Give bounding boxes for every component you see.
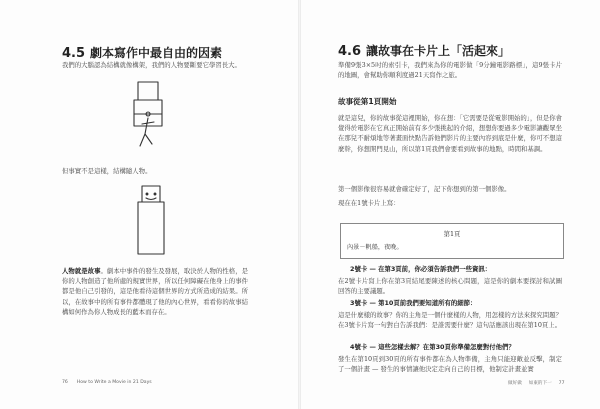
card2-text: 在2號卡片寫上你在第3頁結尾要陳述的核心問題，這是你的劇本要探討和試圖回答的主要議題。 [338, 277, 562, 296]
card2-heading: 2號卡 — 在第3頁前，你必須告訴我們一些資訊： [350, 265, 492, 273]
body-bold-lead: 人物就是故事 [62, 267, 101, 275]
structure-sketch-figure [118, 74, 178, 164]
body-text: 。劇本中事件的發生及發展，取決於人物的性格，是你的人物創造了他所處的規實世界，所以任何障礙在他身上的事件都是他自己引發的，這是他看待這個世界的方式所造成的結果。所以，在故事中的所有事件都體現了他的內心世界，看看你的故事結構如何作為你人物成長的藍本而存在。 [62, 267, 249, 316]
section-number: 4.5 [62, 46, 86, 61]
left-page-number: 76 [62, 380, 68, 385]
subsection-heading: 故事從第1頁開始 [338, 97, 397, 106]
left-page [0, 0, 299, 409]
card4-text: 發生在第10頁到30頁的所有事件都在為人物準備，主角只能迎敵並反擊，制定了一個計畫 — 發生的事情讓他決定走向自己的目標，他制定計畫並實 [338, 355, 562, 374]
right-footer-label: 做好做 [508, 381, 522, 386]
right-page [300, 0, 600, 409]
sketch-block-top [138, 82, 158, 100]
body-paragraph [62, 266, 248, 317]
section-title: 讓故事在卡片上「活起來」 [366, 44, 511, 58]
right-page-number: 77 [558, 381, 565, 386]
section-heading-right [338, 42, 510, 59]
left-footer [62, 380, 152, 385]
right-footer-chapter: 如東的下一 [528, 381, 552, 386]
intro-paragraph: 準備9張3×5吋的索引卡，我們來為你的電影做「9分鐘電影路標」，這9張卡片的地圖，會幫助你順利度過21天寫作之旅。 [338, 61, 562, 80]
card-content: 內景－帆船，夜晚。 [347, 244, 403, 251]
paragraph-opening: 就是這兒，你的故事從這裡開始，你在想：「它需要是從電影開始的」，但是你會覺得於電影在它真正開始前有多少張挑起的介紹，想想你要過多少電影讓觀眾坐在那兒不耐煩地等著畫面快點告訴他們影片的主要內容到底是什麼，你可不想這麼幹，你想開門見山，所以第1頁我們會要看到故事的地點，時間和基調。 [338, 114, 562, 153]
card4-heading: 4號卡 — 這些怎樣去解？在第30頁你準備怎麼對付他們？ [350, 343, 515, 351]
section-title: 劇本寫作中最自由的因素 [90, 46, 223, 60]
sketch-stick-figure [140, 112, 154, 146]
section-number: 4.6 [338, 44, 362, 59]
card-page-label: 第1頁 [443, 230, 461, 238]
figure-caption: 但事實不是這樣，結構隨人物。 [62, 167, 152, 175]
intro-paragraph: 我們的大腦認為結構就像構架，我們的人物要斷要它學習長大。 [62, 61, 241, 69]
paragraph-first-image: 第一個影像很容易就會確定好了，記下你想到的第一個影像。 [338, 185, 511, 193]
card3-heading: 3號卡 — 第10頁前我們要知道所有的細節： [350, 299, 477, 307]
index-card-1 [340, 223, 564, 259]
sketch-body-block [138, 202, 164, 254]
paragraph-card-instruction: 現在在1號卡片上寫： [338, 199, 400, 207]
left-footer-book-title: How to Write a Movie in 21 Days [76, 380, 152, 385]
sketch-smile [146, 198, 156, 200]
character-sketch-figure [128, 182, 174, 256]
card3-text: 這是什麼樣的故事？你的主角是一個什麼樣的人物，用怎樣的方法來探究問題？在3號卡片寫一句對白告訴我們：是誰需要什麼？這句話應該出現在第10頁上。 [338, 311, 562, 330]
section-heading-left [62, 44, 222, 61]
